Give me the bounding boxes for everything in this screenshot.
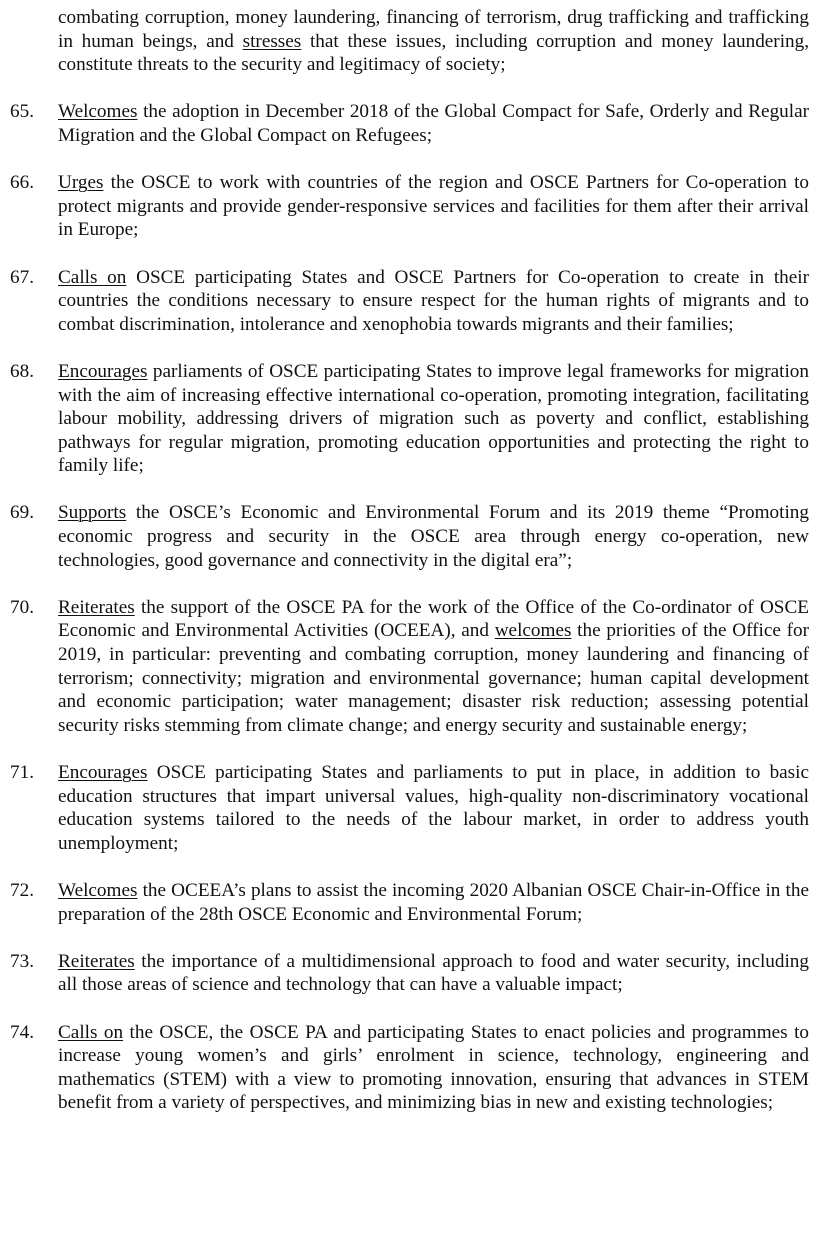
operative-keyword: Calls on [58,266,127,288]
paragraph-text-segment: the OSCE, the OSCE PA and participating States to enact policies and programmes to increase young women’s and girls’ enrolment in science, technology, engineering and mathematics (STEM) with a view to promoting innovation, ensuring that advances in STEM benefit from a variety of perspectives, and minimizing bias in new and existing technologies; [58,1021,809,1114]
paragraph-number: 67. [10,266,34,288]
numbered-paragraph [0,596,819,738]
paragraph-text-segment: the priorities of the Office for 2019, in particular: preventing and combating corruption, money laundering and financing of terrorism; connectivity; migration and environmental governance; human capital development and economic participation; water management; disaster risk reduction; assessing potential security risks stemming from climate change; and energy security and sustainable energy; [58,620,809,736]
paragraph-text [58,7,809,75]
paragraph-text [58,597,809,736]
operative-keyword: Welcomes [58,879,138,901]
paragraph-number: 69. [10,502,34,524]
operative-keyword: Reiterates [58,950,135,972]
operative-keyword: Encourages [58,360,148,382]
numbered-paragraph [0,266,819,337]
numbered-paragraph [0,100,819,147]
operative-keyword: welcomes [494,620,572,642]
paragraph-text [58,762,809,854]
operative-keyword: Welcomes [58,101,138,123]
paragraph-text-segment: combating corruption, money laundering, financing of terrorism, drug trafficking and trafficking in human beings, and [58,7,809,52]
paragraph-text-segment: OSCE participating States and OSCE Partners for Co-operation to create in their countries the conditions necessary to ensure respect for the human rights of migrants and to combat discrimination, intolerance and xenophobia towards migrants and their families; [58,266,809,335]
paragraph-number: 74. [10,1021,34,1043]
paragraph-number: 66. [10,172,34,194]
paragraph-number: 70. [10,596,34,618]
numbered-paragraph [0,171,819,242]
paragraph-text [58,951,809,996]
numbered-paragraph [0,761,819,855]
paragraph-number: 72. [10,879,34,901]
paragraph-number: 68. [10,360,34,382]
numbered-paragraph [0,360,819,478]
paragraph-number: 65. [10,101,34,123]
paragraph-text [58,361,809,476]
paragraph-text-segment: the OCEEA’s plans to assist the incoming 2020 Albanian OSCE Chair-in-Office in the preparation of the 28th OSCE Economic and Environmental Forum; [58,879,809,925]
paragraph-text-segment: the importance of a multidimensional approach to food and water security, including all those areas of science and technology that can have a valuable impact; [58,950,809,996]
numbered-paragraph [0,950,819,997]
paragraph-text [58,267,809,335]
paragraph-text-segment: the OSCE’s Economic and Environmental Forum and its 2019 theme “Promoting economic progress and security in the OSCE area through energy co-operation, new technologies, good governance and connectivity in the digital era”; [58,502,809,571]
paragraph-text [58,1022,809,1114]
paragraph-text [58,172,809,240]
paragraph-text-segment: OSCE participating States and parliaments to put in place, in addition to basic education structures that impart universal values, high-quality non-discriminatory vocational education systems tailored to the needs of the labour market, in order to address youth unemployment; [58,762,809,854]
operative-keyword: stresses [242,30,302,52]
operative-keyword: Reiterates [58,596,135,618]
paragraph-text [58,502,809,570]
document-page [0,6,819,1139]
numbered-paragraph [0,501,819,572]
numbered-paragraph [0,1021,819,1115]
paragraph-number: 71. [10,762,34,783]
paragraph-number: 73. [10,950,34,972]
numbered-paragraph [0,879,819,926]
continued-paragraph [0,6,819,77]
paragraph-text [58,880,809,925]
paragraph-text-segment: the adoption in December 2018 of the Global Compact for Safe, Orderly and Regular Migration and the Global Compact on Refugees; [58,101,809,146]
paragraph-text-segment: the OSCE to work with countries of the region and OSCE Partners for Co-operation to protect migrants and provide gender-responsive services and facilities for them after their arrival in Europe; [58,172,809,241]
operative-keyword: Encourages [58,762,148,783]
paragraph-text-segment: the support of the OSCE PA for the work of the Office of the Co-ordinator of OSCE Economic and Environmental Activities (OCEEA), and [58,596,809,642]
operative-keyword: Calls on [58,1021,124,1043]
paragraph-text [58,101,809,146]
paragraph-text-segment: that these issues, including corruption and money laundering, constitute threats to the security and legitimacy of society; [58,30,810,76]
paragraph-text-segment: parliaments of OSCE participating States to improve legal frameworks for migration with the aim of increasing effective international co-operation, promoting integration, facilitating labour mobility, addressing drivers of migration such as poverty and conflict, establishing pathways for regular migration, promoting education opportunities and protecting the right to family life; [58,360,809,477]
operative-keyword: Urges [58,172,104,194]
operative-keyword: Supports [58,502,127,524]
